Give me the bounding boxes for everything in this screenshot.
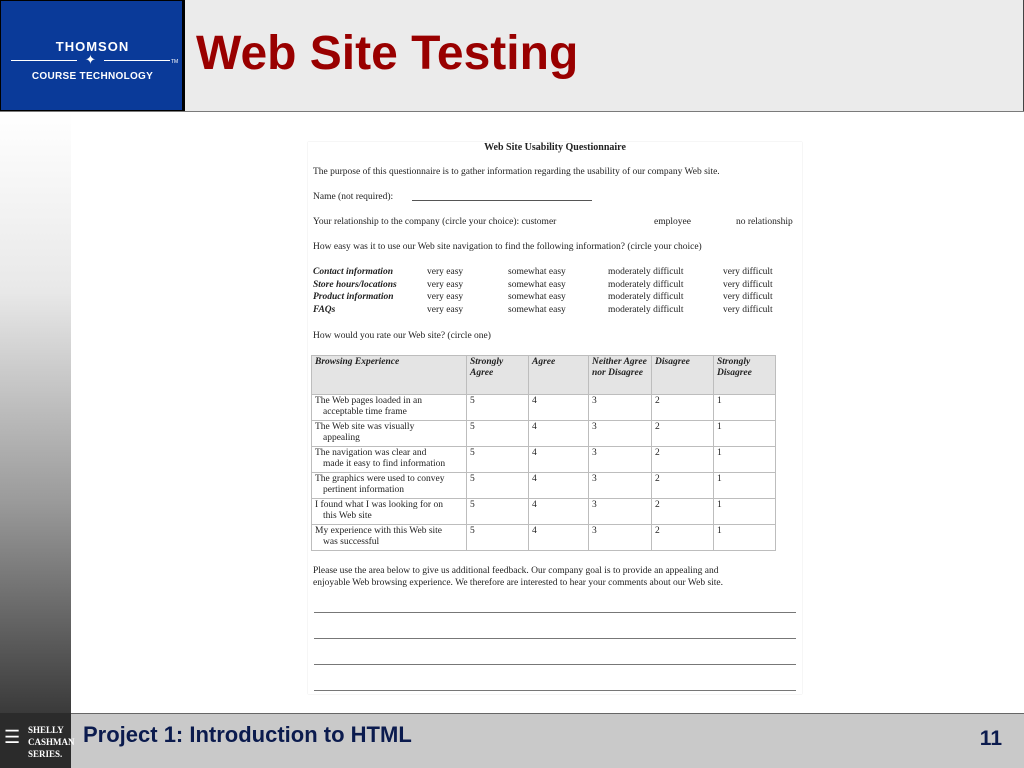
table-cell: 4 — [529, 447, 589, 473]
series-logo-text — [28, 724, 75, 760]
name-underline — [412, 200, 592, 201]
nav-row-label: Contact information — [313, 267, 393, 277]
table-cell — [312, 421, 467, 447]
slide-header — [0, 0, 1024, 112]
table-header-cell: Neither Agree nor Disagree — [589, 356, 652, 395]
table-cell — [312, 473, 467, 499]
table-header-cell: Strongly Disagree — [714, 356, 776, 395]
footer-title: Project 1: Introduction to HTML — [83, 722, 412, 747]
table-cell — [312, 447, 467, 473]
table-cell: 4 — [529, 499, 589, 525]
rate-question: How would you rate our Web site? (circle one) — [313, 331, 491, 341]
table-header-cell: Agree — [529, 356, 589, 395]
nav-option: moderately difficult — [608, 267, 684, 277]
table-cell: 4 — [529, 525, 589, 551]
table-cell: 5 — [467, 525, 529, 551]
row-label-line1: I found what I was looking for on — [315, 500, 443, 510]
table-row — [312, 499, 776, 525]
feedback-line — [314, 664, 796, 665]
table-cell: 2 — [652, 395, 714, 421]
nav-option: moderately difficult — [608, 280, 684, 290]
nav-row-label: Product information — [313, 292, 394, 302]
series-line: CASHMAN — [28, 737, 75, 747]
table-cell: 1 — [714, 395, 776, 421]
table-cell: 1 — [714, 421, 776, 447]
feedback-text-line1: Please use the area below to give us additional feedback. Our company goal is to provide an appealing and — [313, 566, 719, 576]
nav-row-label: FAQs — [313, 305, 336, 315]
slide-title: Web Site Testing — [196, 27, 579, 80]
nav-option: very difficult — [723, 267, 773, 277]
books-icon: ☰ — [4, 727, 21, 747]
logo-star-icon: ✦ — [85, 52, 96, 67]
nav-option: moderately difficult — [608, 292, 684, 302]
feedback-line — [314, 612, 796, 613]
row-label-line2: pertinent information — [323, 485, 404, 495]
table-cell: 4 — [529, 421, 589, 447]
series-line: SERIES. — [28, 749, 63, 759]
table-cell: 5 — [467, 421, 529, 447]
table-cell: 4 — [529, 473, 589, 499]
nav-option: very easy — [427, 305, 464, 315]
table-cell: 3 — [589, 447, 652, 473]
table-row — [312, 421, 776, 447]
header-divider — [183, 0, 185, 111]
thomson-logo — [0, 0, 183, 111]
feedback-line — [314, 638, 796, 639]
nav-option: very difficult — [723, 305, 773, 315]
logo-trademark: TM — [171, 59, 179, 65]
nav-question: How easy was it to use our Web site navigation to find the following information? (circle your choice) — [313, 242, 702, 252]
relationship-label: Your relationship to the company (circle your choice): customer — [313, 217, 557, 227]
nav-row-label: Store hours/locations — [313, 280, 397, 290]
nav-option: very difficult — [723, 280, 773, 290]
table-cell: 2 — [652, 525, 714, 551]
row-label-line2: appealing — [323, 433, 360, 443]
table-row — [312, 525, 776, 551]
row-label-line2: was successful — [323, 537, 380, 547]
nav-option: somewhat easy — [508, 292, 566, 302]
relationship-employee: employee — [654, 217, 691, 227]
table-cell: 4 — [529, 395, 589, 421]
row-label-line2: acceptable time frame — [323, 407, 407, 417]
rating-table — [311, 355, 776, 551]
table-header-cell: Browsing Experience — [312, 356, 467, 395]
table-cell: 3 — [589, 473, 652, 499]
row-label-line1: The Web site was visually — [315, 422, 415, 432]
nav-option: very difficult — [723, 292, 773, 302]
row-label-line1: My experience with this Web site — [315, 526, 443, 536]
nav-option: very easy — [427, 280, 464, 290]
table-cell: 2 — [652, 499, 714, 525]
row-label-line1: The navigation was clear and — [315, 448, 427, 458]
table-cell: 3 — [589, 525, 652, 551]
table-cell: 5 — [467, 473, 529, 499]
table-cell: 1 — [714, 447, 776, 473]
relationship-none: no relationship — [736, 217, 793, 227]
table-row — [312, 395, 776, 421]
nav-option: very easy — [427, 292, 464, 302]
table-cell: 1 — [714, 499, 776, 525]
nav-option: somewhat easy — [508, 305, 566, 315]
questionnaire-heading: Web Site Usability Questionnaire — [484, 142, 626, 153]
table-header-row — [312, 356, 776, 395]
table-cell: 3 — [589, 421, 652, 447]
table-cell: 2 — [652, 421, 714, 447]
series-line: SHELLY — [28, 725, 64, 735]
nav-option: very easy — [427, 267, 464, 277]
table-cell: 3 — [589, 499, 652, 525]
table-cell: 3 — [589, 395, 652, 421]
table-cell: 1 — [714, 473, 776, 499]
page-number: 11 — [979, 727, 1002, 750]
table-cell: 1 — [714, 525, 776, 551]
logo-course-technology-text: COURSE TECHNOLOGY — [31, 71, 154, 82]
left-gradient-bar — [0, 112, 71, 713]
logo-rule-left — [11, 60, 77, 61]
table-cell: 5 — [467, 499, 529, 525]
nav-option: moderately difficult — [608, 305, 684, 315]
table-cell: 2 — [652, 473, 714, 499]
table-cell — [312, 499, 467, 525]
table-cell: 2 — [652, 447, 714, 473]
row-label-line1: The Web pages loaded in an — [315, 396, 422, 406]
nav-option: somewhat easy — [508, 267, 566, 277]
feedback-line — [314, 690, 796, 691]
table-header-cell: Strongly Agree — [467, 356, 529, 395]
table-row — [312, 473, 776, 499]
table-header-cell: Disagree — [652, 356, 714, 395]
table-cell: 5 — [467, 447, 529, 473]
logo-thomson-text: THOMSON — [55, 39, 130, 54]
row-label-line2: made it easy to find information — [323, 459, 446, 469]
table-cell — [312, 525, 467, 551]
purpose-text: The purpose of this questionnaire is to gather information regarding the usability of our company Web site. — [313, 167, 720, 177]
table-row — [312, 447, 776, 473]
questionnaire-document — [308, 142, 802, 694]
name-label: Name (not required): — [313, 192, 394, 202]
row-label-line2: this Web site — [323, 511, 372, 521]
logo-rule-right — [104, 60, 170, 61]
row-label-line1: The graphics were used to convey — [315, 474, 445, 484]
table-cell: 5 — [467, 395, 529, 421]
feedback-text-line2: enjoyable Web browsing experience. We therefore are interested to hear your comments about our Web site. — [313, 578, 724, 588]
nav-option: somewhat easy — [508, 280, 566, 290]
table-cell — [312, 395, 467, 421]
